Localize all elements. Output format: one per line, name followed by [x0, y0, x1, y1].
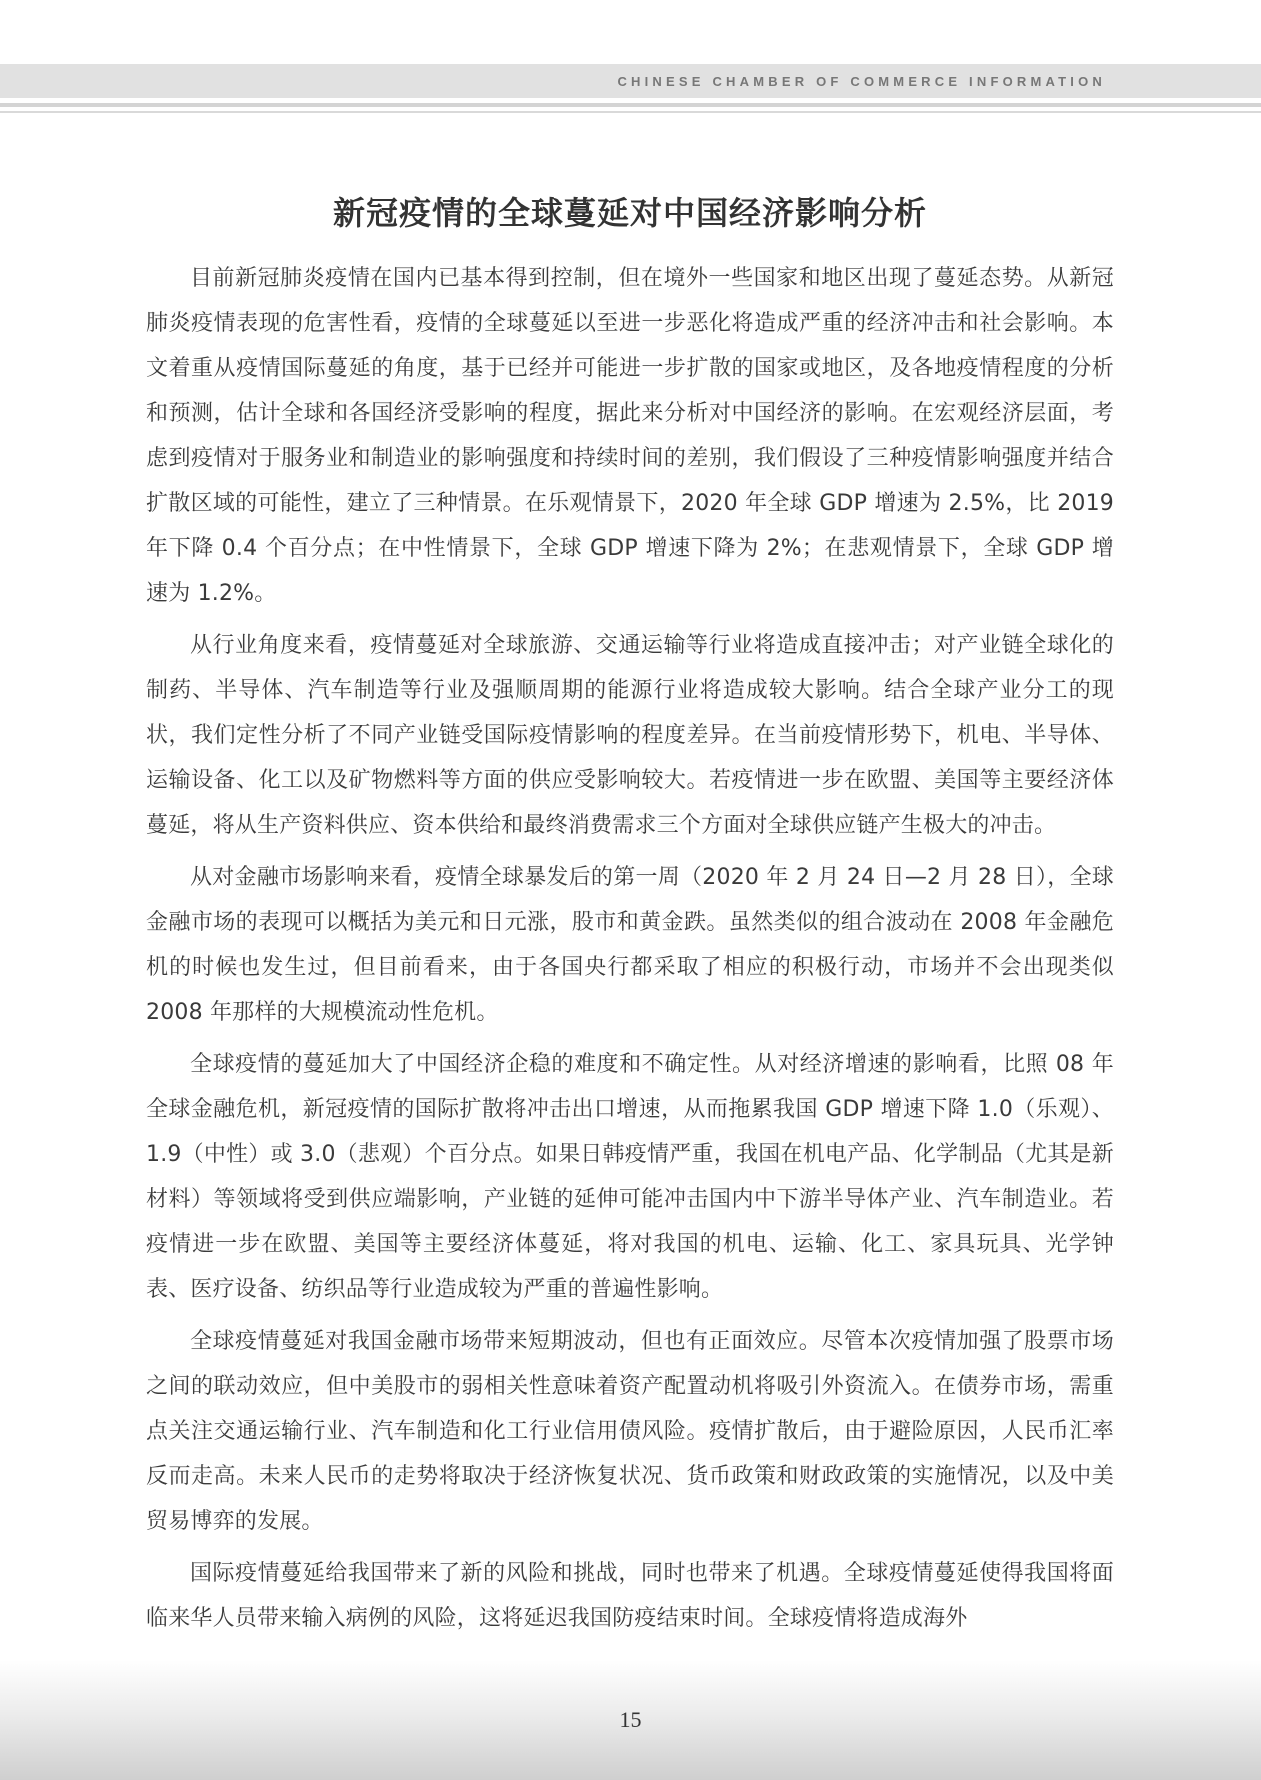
- article-title: 新冠疫情的全球蔓延对中国经济影响分析: [332, 194, 927, 232]
- article-paragraph: 从行业角度来看，疫情蔓延对全球旅游、交通运输等行业将造成直接冲击；对产业链全球化的制药、半导体、汽车制造等行业及强顺周期的能源行业将造成较大影响。结合全球产业分工的现状，我们定性分析了不同产业链受国际疫情影响的程度差异。在当前疫情形势下，机电、半导体、运输设备、化工以及矿物燃料等方面的供应受影响较大。若疫情进一步在欧盟、美国等主要经济体蔓延，将从生产资料供应、资本供给和最终消费需求三个方面对全球供应链产生极大的冲击。: [146, 633, 1114, 838]
- page-number: 15: [619, 1707, 642, 1732]
- article-paragraph: 从对金融市场影响来看，疫情全球暴发后的第一周（2020 年 2 月 24 日—2 月 28 日），全球金融市场的表现可以概括为美元和日元涨，股市和黄金跌。虽然类似的组合波动在 2008 年金融危机的时候也发生过，但目前看来，由于各国央行都采取了相应的积极行动，市场并不会出现类似 2008 年那样的大规模流动性危机。: [146, 865, 1114, 1025]
- article-paragraph: 全球疫情的蔓延加大了中国经济企稳的难度和不确定性。从对经济增速的影响看，比照 08 年全球金融危机，新冠疫情的国际扩散将冲击出口增速，从而拖累我国 GDP 增速下降 1.0（乐观）、1.9（中性）或 3.0（悲观）个百分点。如果日韩疫情严重，我国在机电产品、化学制品（尤其是新材料）等领域将受到供应端影响，产业链的延伸可能冲击国内中下游半导体产业、汽车制造业。若疫情进一步在欧盟、美国等主要经济体蔓延，将对我国的机电、运输、化工、家具玩具、光学钟表、医疗设备、纺织品等行业造成较为严重的普遍性影响。: [146, 1052, 1114, 1302]
- article-body: [146, 190, 1114, 1648]
- running-header-band: [0, 64, 1261, 98]
- article-paragraph: 全球疫情蔓延对我国金融市场带来短期波动，但也有正面效应。尽管本次疫情加强了股票市场之间的联动效应，但中美股市的弱相关性意味着资产配置动机将吸引外资流入。在债券市场，需重点关注交通运输行业、汽车制造和化工行业信用债风险。疫情扩散后，由于避险原因，人民币汇率反而走高。未来人民币的走势将取决于经济恢复状况、货币政策和财政政策的实施情况，以及中美贸易博弈的发展。: [146, 1329, 1114, 1534]
- header-rule-thick: [0, 103, 1261, 107]
- header-rule-thin: [0, 111, 1261, 113]
- running-header-title: CHINESE CHAMBER OF COMMERCE INFORMATION: [617, 74, 1106, 89]
- article-paragraph: 目前新冠肺炎疫情在国内已基本得到控制，但在境外一些国家和地区出现了蔓延态势。从新冠肺炎疫情表现的危害性看，疫情的全球蔓延以至进一步恶化将造成严重的经济冲击和社会影响。本文着重从疫情国际蔓延的角度，基于已经并可能进一步扩散的国家或地区，及各地疫情程度的分析和预测，估计全球和各国经济受影响的程度，据此来分析对中国经济的影响。在宏观经济层面，考虑到疫情对于服务业和制造业的影响强度和持续时间的差别，我们假设了三种疫情影响强度并结合扩散区域的可能性，建立了三种情景。在乐观情景下，2020 年全球 GDP 增速为 2.5%，比 2019 年下降 0.4 个百分点；在中性情景下，全球 GDP 增速下降为 2%；在悲观情景下，全球 GDP 增速为 1.2%。: [146, 266, 1114, 606]
- article-paragraph: 国际疫情蔓延给我国带来了新的风险和挑战，同时也带来了机遇。全球疫情蔓延使得我国将面临来华人员带来输入病例的风险，这将延迟我国防疫结束时间。全球疫情将造成海外: [146, 1561, 1114, 1631]
